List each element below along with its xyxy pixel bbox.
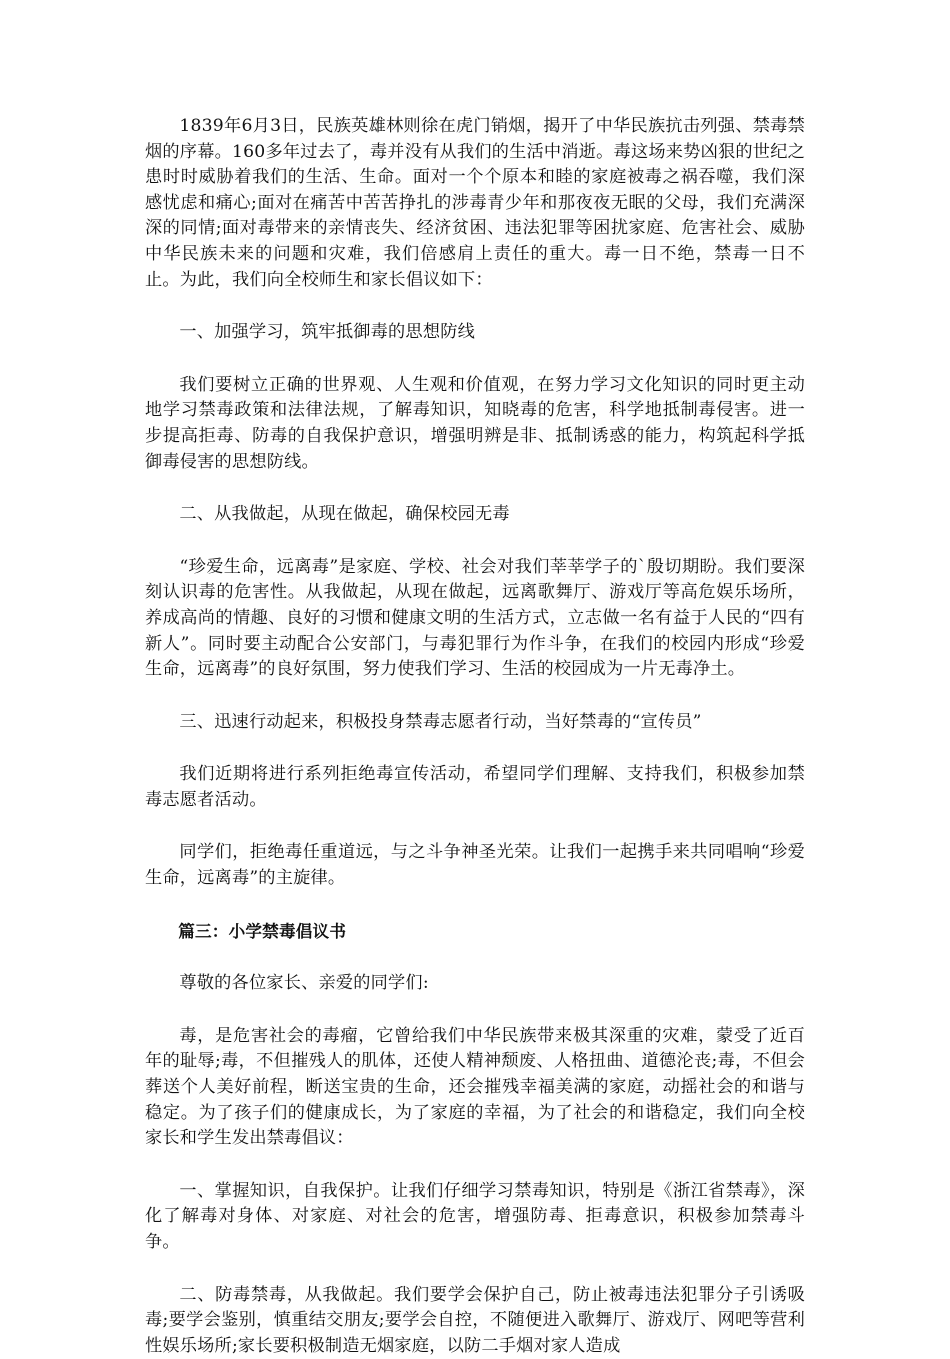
paragraph-point-1-body: 我们要树立正确的世界观、人生观和价值观，在努力学习文化知识的同时更主动地学习禁毒政策和法律法规，了解毒知识，知晓毒的危害，科学地抵制毒侵害。进一步提高拒毒、防毒的自我保护意识，增强明辨是非、抵制诱惑的能力，构筑起科学抵御毒侵害的思想防线。 bbox=[145, 374, 805, 472]
paragraph-point-3-title: 三、迅速行动起来，积极投身禁毒志愿者行动，当好禁毒的“宣传员” bbox=[179, 711, 702, 732]
paragraph-point-2-body: “珍爱生命，远离毒”是家庭、学校、社会对我们莘莘学子的`殷切期盼。我们要深刻认识毒的危害性。从我做起，从现在做起，远离歌舞厅、游戏厅等高危娱乐场所，养成高尚的情趣、良好的习惯和健康文明的生活方式，立志做一名有益于人民的“四有新人”。同时要主动配合公安部门，与毒犯罪行为作斗争，在我们的校园内形成“珍爱生命，远离毒”的良好氛围，努力使我们学习、生活的校园成为一片无毒净土。 bbox=[145, 556, 805, 680]
paragraph-initiative-2: 二、防毒禁毒，从我做起。我们要学会保护自己，防止被毒违法犯罪分子引诱吸毒;要学会鉴别，慎重结交朋友;要学会自控，不随便进入歌舞厅、游戏厅、网吧等营利性娱乐场所;家长要积极制造无烟家庭，以防二手烟对家人造成 bbox=[145, 1284, 805, 1356]
paragraph-closing: 同学们，拒绝毒任重道远，与之斗争神圣光荣。让我们一起携手来共同唱响“珍爱生命，远离毒”的主旋律。 bbox=[145, 842, 805, 889]
paragraph-intro: 1839年6月3日，民族英雄林则徐在虎门销烟，揭开了中华民族抗击列强、禁毒禁烟的序幕。160多年过去了，毒并没有从我们的生活中消逝。毒这场来势凶狠的世纪之患时时威胁着我们的生活、生命。面对一个个原本和睦的家庭被毒之祸吞噬，我们深感忧虑和痛心;面对在痛苦中苦苦挣扎的涉毒青少年和那夜夜无眠的父母，我们充满深深的同情;面对毒带来的亲情丧失、经济贫困、违法犯罪等困扰家庭、危害社会、威胁中华民族未来的问题和灾难，我们倍感肩上责任的重大。毒一日不绝，禁毒一日不止。为此，我们向全校师生和家长倡议如下： bbox=[145, 116, 805, 290]
paragraph-drug-harm: 毒，是危害社会的毒瘤，它曾给我们中华民族带来极其深重的灾难，蒙受了近百年的耻辱;毒，不但摧残人的肌体，还使人精神颓废、人格扭曲、道德沦丧;毒，不但会葬送个人美好前程，断送宝贵的生命，还会摧残幸福美满的家庭，动摇社会的和谐与稳定。为了孩子们的健康成长，为了家庭的幸福，为了社会的和谐稳定，我们向全校家长和学生发出禁毒倡议： bbox=[145, 1025, 805, 1149]
paragraph-salutation: 尊敬的各位家长、亲爱的同学们: bbox=[179, 973, 429, 994]
paragraph-point-1-title: 一、加强学习，筑牢抵御毒的思想防线 bbox=[179, 322, 475, 343]
paragraph-point-3-body: 我们近期将进行系列拒绝毒宣传活动，希望同学们理解、支持我们，积极参加禁毒志愿者活动。 bbox=[145, 764, 805, 810]
paragraph-initiative-1: 一、掌握知识，自我保护。让我们仔细学习禁毒知识，特别是《浙江省禁毒》，深化了解毒对身体、对家庭、对社会的危害，增强防毒、拒毒意识，积极参加禁毒斗争。 bbox=[145, 1180, 805, 1252]
document-body bbox=[145, 114, 805, 1359]
paragraph-point-2-title: 二、从我做起，从现在做起，确保校园无毒 bbox=[179, 504, 510, 525]
section-title: 篇三：小学禁毒倡议书 bbox=[178, 921, 347, 941]
